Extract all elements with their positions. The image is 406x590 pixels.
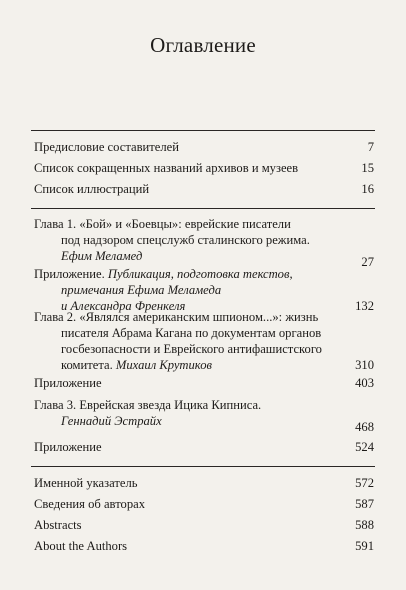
entry-label: Приложение bbox=[34, 376, 102, 390]
page-title: Оглавление bbox=[150, 33, 256, 57]
entry-page: 588 bbox=[355, 518, 374, 532]
entry-label: Список сокращенных названий архивов и музеев bbox=[34, 161, 299, 175]
entry-page: 27 bbox=[361, 255, 374, 269]
divider bbox=[31, 130, 375, 131]
entry-line: под надзором спецслужб сталинского режима. bbox=[61, 233, 310, 247]
entry-line: Глава 3. Еврейская звезда Ицика Кипниса. bbox=[34, 398, 262, 412]
entry-label: Предисловие составителей bbox=[34, 140, 179, 154]
toc-entry bbox=[34, 160, 374, 176]
entry-line: комитета. bbox=[61, 358, 113, 372]
entry-lead: Приложение. bbox=[34, 267, 105, 281]
toc-entry bbox=[34, 139, 374, 155]
entry-page: 572 bbox=[355, 476, 374, 490]
toc-entry-chapter-1 bbox=[34, 216, 374, 269]
entry-label: Список иллюстраций bbox=[34, 182, 150, 196]
entry-label: Abstracts bbox=[34, 518, 82, 532]
entry-label: Сведения об авторах bbox=[34, 497, 146, 511]
entry-line: госбезопасности и Еврейского антифашистского bbox=[61, 342, 322, 356]
toc-entry bbox=[34, 538, 374, 554]
entry-page: 15 bbox=[361, 161, 374, 175]
entry-page: 524 bbox=[355, 440, 374, 454]
toc-entry-chapter-2 bbox=[34, 309, 374, 373]
toc-entry-chapter-3 bbox=[34, 397, 374, 434]
entry-label: About the Authors bbox=[34, 539, 128, 553]
entry-line: Глава 1. «Бой» и «Боевцы»: еврейские писатели bbox=[34, 217, 291, 231]
toc-entry-appendix-1 bbox=[34, 266, 374, 314]
entry-page: 468 bbox=[355, 420, 374, 434]
entry-page: 591 bbox=[355, 539, 374, 553]
toc-entry bbox=[34, 475, 374, 491]
entry-line: Глава 2. «Являлся американским шпионом...»: жизнь bbox=[34, 310, 319, 324]
entry-page: 403 bbox=[355, 376, 374, 390]
entry-label: Именной указатель bbox=[34, 476, 138, 490]
entry-author: Геннадий Эстрайх bbox=[61, 414, 162, 428]
entry-page: 132 bbox=[355, 299, 374, 313]
entry-page: 310 bbox=[355, 358, 374, 372]
entry-author: Михаил Крутиков bbox=[115, 358, 212, 372]
entry-line: писателя Абрама Кагана по документам органов bbox=[61, 326, 322, 340]
entry-line: примечания Ефима Меламеда bbox=[61, 283, 222, 297]
divider bbox=[31, 208, 375, 209]
toc-entry bbox=[34, 375, 374, 391]
entry-line: Публикация, подготовка текстов, bbox=[107, 267, 293, 281]
toc-entry bbox=[34, 439, 374, 455]
entry-line: и Александра Френкеля bbox=[61, 299, 186, 313]
entry-author: Ефим Меламед bbox=[61, 249, 143, 263]
toc-entry bbox=[34, 181, 374, 197]
divider bbox=[31, 466, 375, 467]
entry-page: 16 bbox=[361, 182, 374, 196]
toc-entry bbox=[34, 496, 374, 512]
entry-page: 7 bbox=[367, 140, 374, 154]
entry-label: Приложение bbox=[34, 440, 102, 454]
toc-entry bbox=[34, 517, 374, 533]
entry-page: 587 bbox=[355, 497, 374, 511]
